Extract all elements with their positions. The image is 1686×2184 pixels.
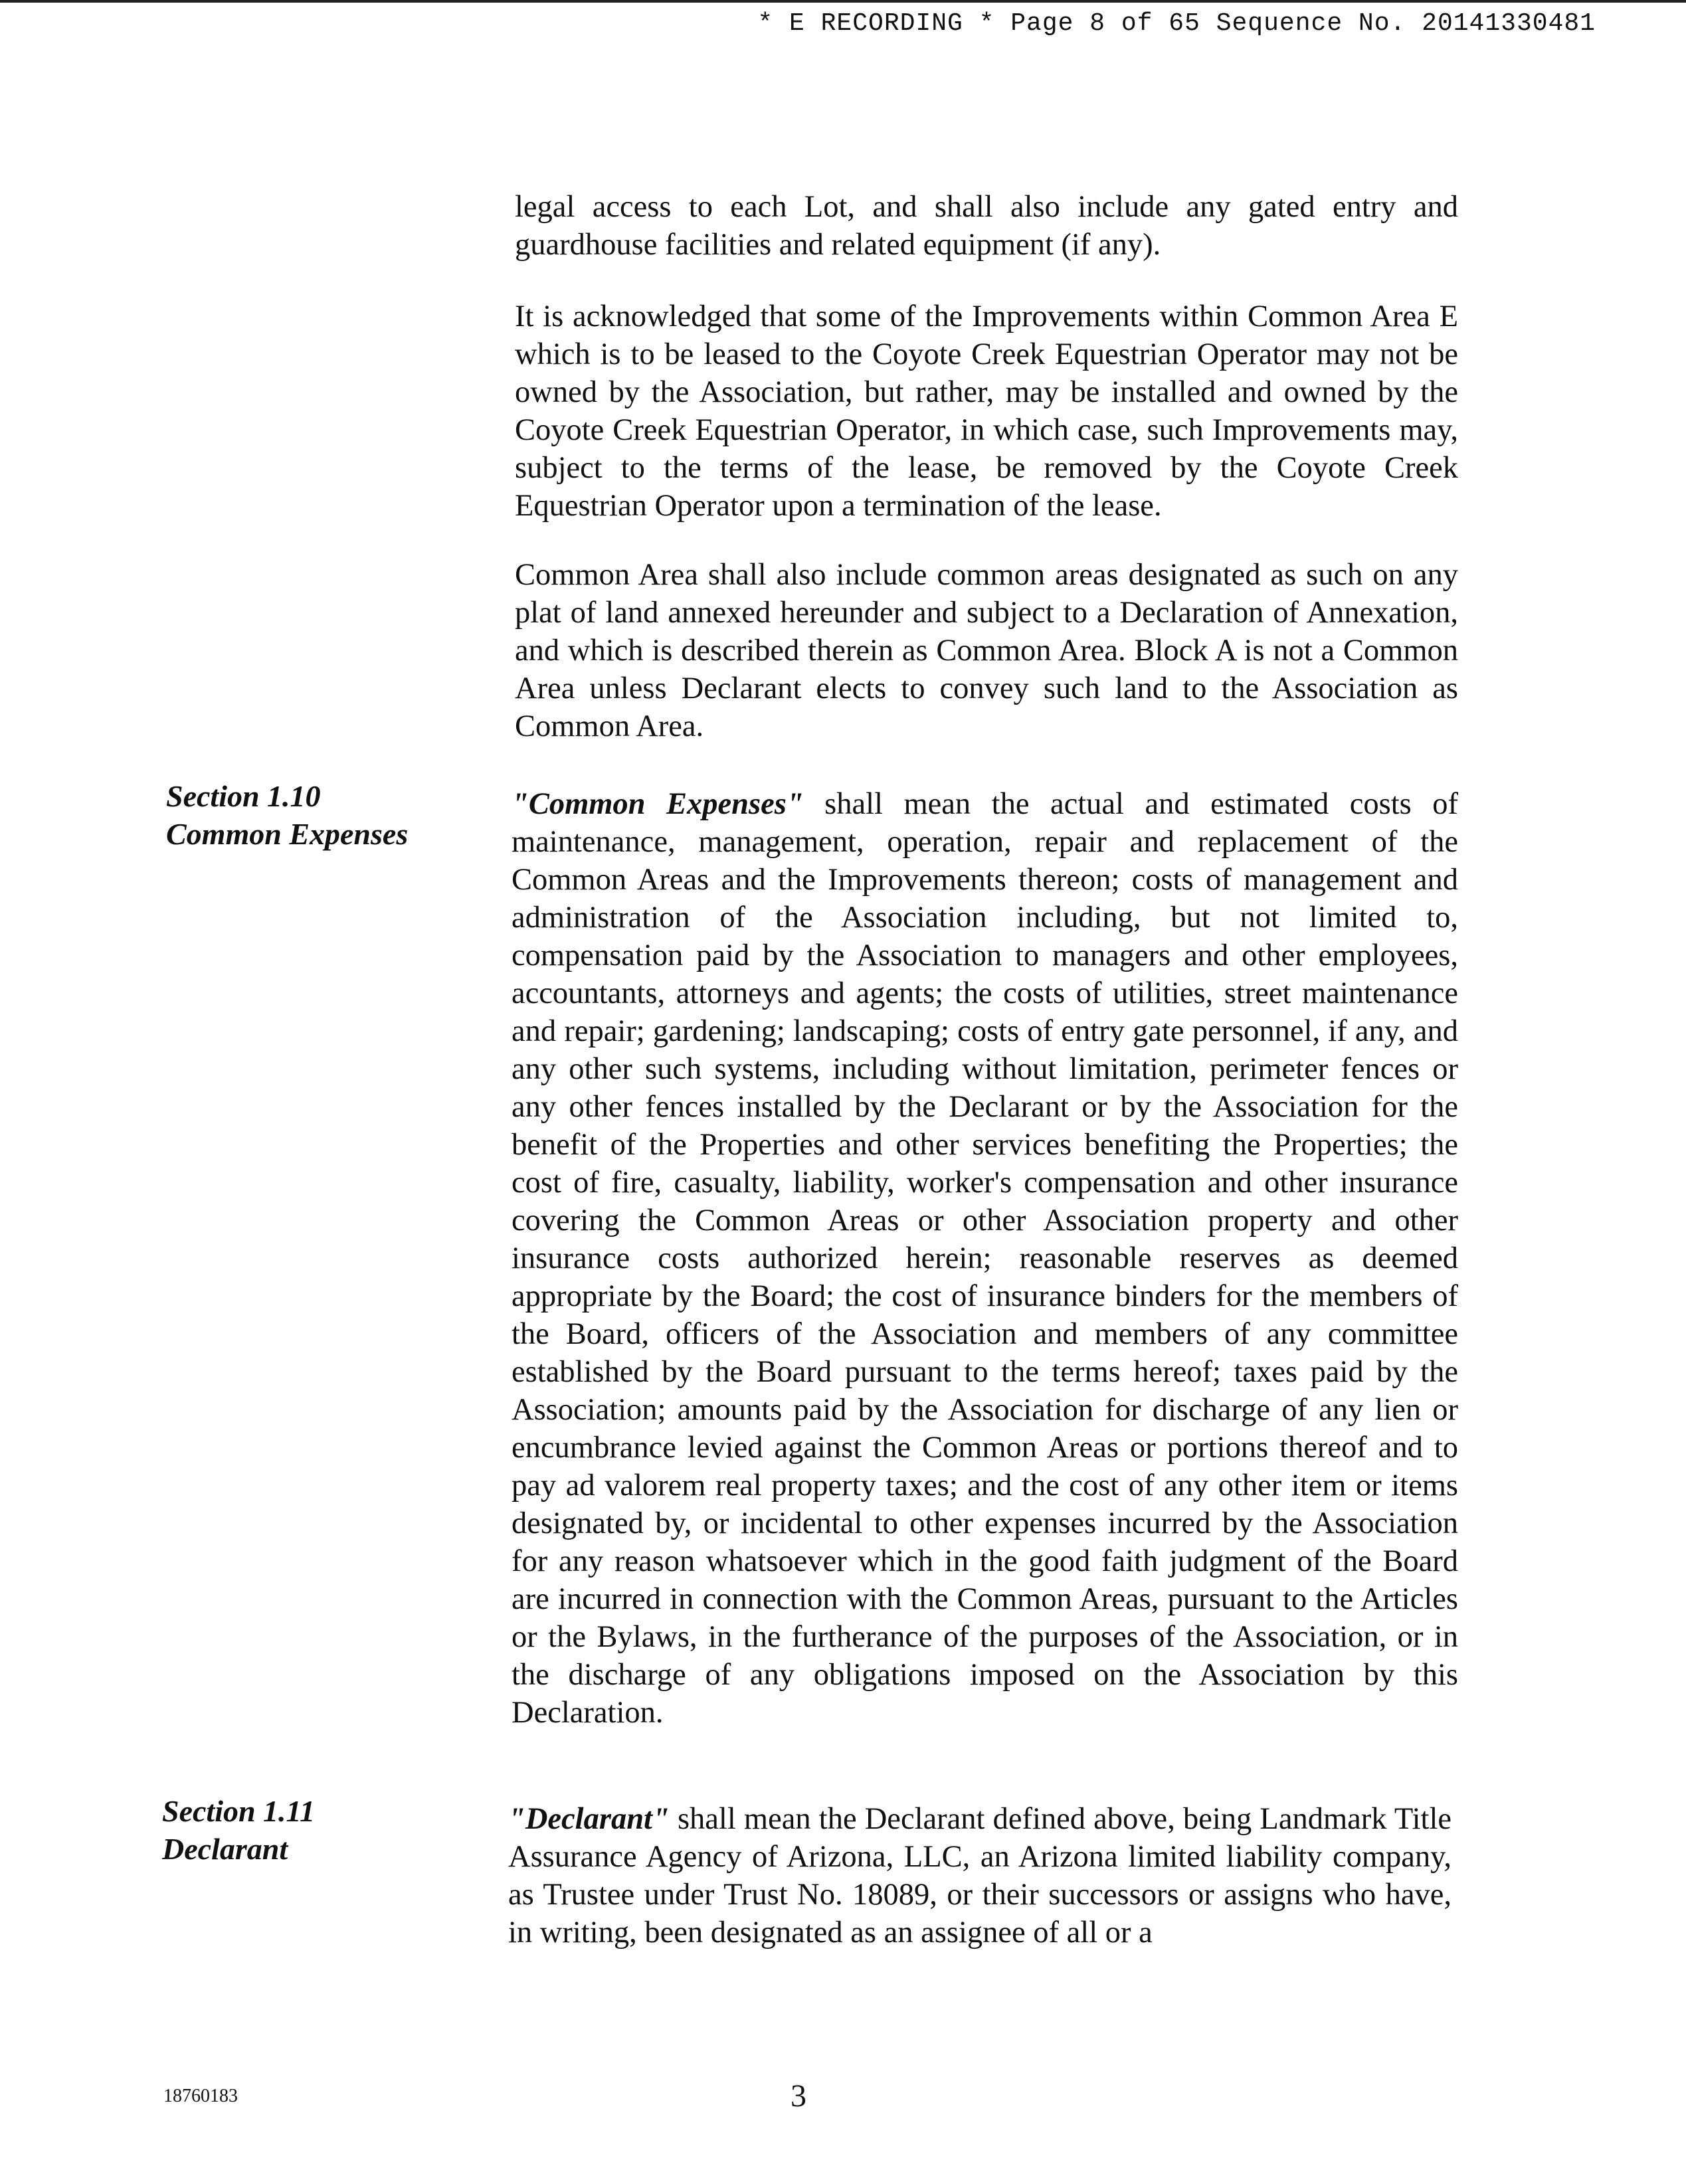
definition-paragraph xyxy=(512,785,1458,1732)
paragraph-improvements xyxy=(515,298,1458,525)
paragraph-text: Common Area shall also include common areas designated as such on any plat of land annexed hereunder and subject to a Declaration of Annexation, and which is described therein as Common Area. Block A is not a Common Area unless Declarant elects to convey such land to the Association as Common Area. xyxy=(515,558,1458,743)
section-number: Section 1.11 xyxy=(162,1794,316,1828)
section-1-11-sidehead xyxy=(162,1792,468,1868)
section-heading: Declarant xyxy=(162,1832,288,1866)
section-1-10-sidehead xyxy=(166,777,472,853)
definition-text: shall mean the Declarant defined above, being Landmark Title Assurance Agency of Arizona, LLC, an Arizona limited liability company, as Trustee under Trust No. 18089, or their successors or assigns who have, in writing, been designated as an assignee of all or a xyxy=(508,1802,1452,1950)
section-1-10-body xyxy=(512,785,1458,1732)
defined-term: "Declarant" xyxy=(508,1802,670,1836)
document-id: 18760183 xyxy=(163,2086,238,2106)
definition-text: shall mean the actual and estimated costs of maintenance, management, operation, repair and replacement of the Common Areas and the Improvements thereon; costs of management and administration of the Association including, but not limited to, compensation paid by the Association to managers and other employees, accountants, attorneys and agents; the costs of utilities, street maintenance and repair; gardening; landscaping; costs of entry gate personnel, if any, and any other such systems, including without limitation, perimeter fences or any other fences installed by the Declarant or by the Association for the benefit of the Properties and other services benefiting the Properties; the cost of fire, casualty, liability, worker's compensation and other insurance covering the Common Areas or other Association property and other insurance costs authorized herein; reasonable reserves as deemed appropriate by the Board; the cost of insurance binders for the members of the Board, officers of the Association and members of any committee established by the Board pursuant to the terms hereof; taxes paid by the Association; amounts paid by the Association for discharge of any lien or encumbrance levied against the Common Areas or portions thereof and to pay ad valorem real property taxes; and the cost of any other item or items designated by, or incidental to other expenses incurred by the Association for any reason whatsoever which in the good faith judgment of the Board are incurred in connection with the Common Areas, pursuant to the Articles or the Bylaws, in the furtherance of the purposes of the Association, or in the discharge of any obligations imposed on the Association by this Declaration. xyxy=(512,787,1458,1730)
defined-term: "Common Expenses" xyxy=(512,787,804,821)
paragraph-legal-access xyxy=(515,188,1458,264)
recording-header: * E RECORDING * Page 8 of 65 Sequence No. 20141330481 xyxy=(757,9,1596,38)
top-border-rule xyxy=(0,0,1686,3)
section-number: Section 1.10 xyxy=(166,779,321,813)
page-number: 3 xyxy=(791,2078,806,2114)
section-heading: Common Expenses xyxy=(166,817,409,851)
paragraph-common-area-annex xyxy=(515,556,1458,745)
paragraph-text: It is acknowledged that some of the Improvements within Common Area E which is to be leased to the Coyote Creek Equestrian Operator may not be owned by the Association, but rather, may be installed and owned by the Coyote Creek Equestrian Operator, in which case, such Improvements may, subject to the terms of the lease, be removed by the Coyote Creek Equestrian Operator upon a termination of the lease. xyxy=(515,300,1458,523)
definition-paragraph xyxy=(508,1800,1452,1952)
section-1-11-body xyxy=(508,1800,1452,1952)
paragraph-text: legal access to each Lot, and shall also include any gated entry and guardhouse facilities and related equipment (if any). xyxy=(515,190,1458,262)
